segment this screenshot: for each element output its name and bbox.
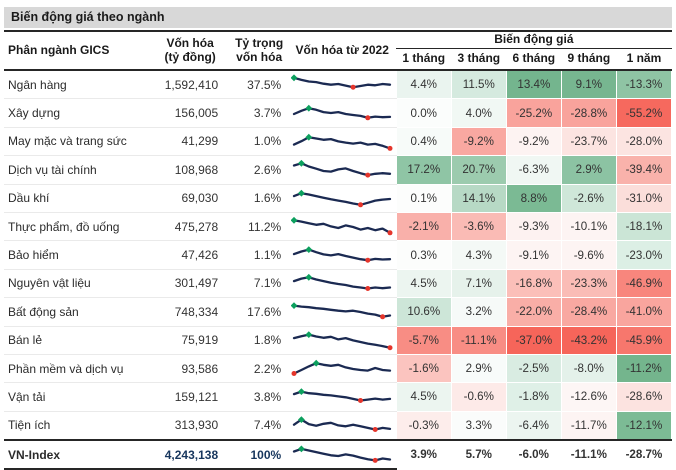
change-cell-period-3: -6.3% — [506, 156, 561, 184]
change-cell-period-3: -9.3% — [506, 212, 561, 240]
change-cell-period-1: 3.9% — [396, 440, 451, 469]
change-cell-period-5: -12.1% — [616, 411, 671, 440]
peak-marker-icon — [313, 360, 320, 367]
change-cell-period-3: -6.4% — [506, 411, 561, 440]
trough-marker-icon — [387, 230, 392, 235]
peak-marker-icon — [291, 303, 297, 310]
peak-marker-icon — [298, 446, 305, 453]
sparkline-chart — [291, 444, 393, 466]
sparkline-chart — [291, 103, 393, 125]
sector-name: Thực phẩm, đồ uống — [4, 212, 150, 240]
sector-name: VN-Index — [4, 440, 150, 469]
change-cell-period-4: -11.7% — [561, 411, 616, 440]
weight-value: 100% — [230, 440, 288, 469]
change-cell-period-3: -22.0% — [506, 298, 561, 326]
weight-value: 1.1% — [230, 241, 288, 269]
trough-marker-icon — [380, 315, 385, 320]
change-cell-period-1: 10.6% — [396, 298, 451, 326]
sparkline-chart — [291, 74, 393, 96]
change-cell-period-5: -45.9% — [616, 326, 671, 354]
weight-value: 1.6% — [230, 184, 288, 212]
change-cell-period-1: 4.5% — [396, 383, 451, 411]
sparkline-cell — [288, 212, 396, 240]
change-cell-period-3: -2.5% — [506, 354, 561, 382]
change-cell-period-2: 14.1% — [451, 184, 506, 212]
sector-name: Vận tải — [4, 383, 150, 411]
col-header-price-change-group: Biến động giá — [396, 31, 671, 49]
peak-marker-icon — [291, 217, 297, 224]
change-cell-period-4: 2.9% — [561, 156, 616, 184]
change-cell-period-5: -39.4% — [616, 156, 671, 184]
mktcap-value: 475,278 — [150, 212, 230, 240]
sparkline-chart — [291, 301, 393, 323]
sparkline-chart — [291, 131, 393, 153]
sparkline-cell — [288, 269, 396, 297]
trough-marker-icon — [291, 371, 296, 376]
change-cell-period-1: 0.4% — [396, 127, 451, 155]
mktcap-value: 41,299 — [150, 127, 230, 155]
sparkline-chart — [291, 330, 393, 352]
change-cell-period-1: 0.0% — [396, 99, 451, 127]
sparkline-chart — [291, 188, 393, 210]
sparkline-chart — [291, 273, 393, 295]
change-cell-period-5: -31.0% — [616, 184, 671, 212]
sector-name: Dịch vụ tài chính — [4, 156, 150, 184]
table-row-vnindex — [4, 440, 672, 469]
sparkline-cell — [288, 99, 396, 127]
table-row — [4, 326, 672, 354]
change-cell-period-1: -2.1% — [396, 212, 451, 240]
col-header-weight — [230, 31, 288, 70]
trough-marker-icon — [373, 458, 378, 463]
change-cell-period-2: 7.1% — [451, 269, 506, 297]
trough-marker-icon — [365, 173, 370, 178]
peak-marker-icon — [298, 190, 305, 197]
change-cell-period-4: -9.6% — [561, 241, 616, 269]
change-cell-period-5: -46.9% — [616, 269, 671, 297]
sparkline-cell — [288, 127, 396, 155]
table-row — [4, 156, 672, 184]
change-cell-period-4: -8.0% — [561, 354, 616, 382]
mktcap-value: 301,497 — [150, 269, 230, 297]
mktcap-value: 4,243,138 — [150, 440, 230, 469]
sector-name: Bán lẻ — [4, 326, 150, 354]
sparkline-cell — [288, 241, 396, 269]
col-header-weight-line2: vốn hóa — [236, 49, 283, 64]
change-cell-period-5: -28.6% — [616, 383, 671, 411]
sparkline-cell — [288, 298, 396, 326]
table-row — [4, 241, 672, 269]
change-cell-period-3: -16.8% — [506, 269, 561, 297]
change-cell-period-1: 4.4% — [396, 70, 451, 99]
table-row — [4, 269, 672, 297]
col-header-mktcap-line1: Vốn hóa — [166, 36, 214, 51]
change-cell-period-1: -0.3% — [396, 411, 451, 440]
change-cell-period-5: -11.2% — [616, 354, 671, 382]
change-cell-period-3: -9.2% — [506, 127, 561, 155]
change-cell-period-1: 4.5% — [396, 269, 451, 297]
table-row — [4, 411, 672, 440]
change-cell-period-2: 3.3% — [451, 411, 506, 440]
weight-value: 2.2% — [230, 354, 288, 382]
sector-name: Xây dựng — [4, 99, 150, 127]
table-header — [4, 31, 672, 70]
change-cell-period-3: -6.0% — [506, 440, 561, 469]
change-cell-period-1: 0.1% — [396, 184, 451, 212]
mktcap-value: 69,030 — [150, 184, 230, 212]
trough-marker-icon — [351, 85, 356, 90]
change-cell-period-2: 5.7% — [451, 440, 506, 469]
sector-name: May mặc và trang sức — [4, 127, 150, 155]
col-header-sparkline: Vốn hóa từ 2022 — [288, 31, 396, 70]
sector-name: Dầu khí — [4, 184, 150, 212]
weight-value: 2.6% — [230, 156, 288, 184]
col-header-period-2: 3 tháng — [451, 49, 506, 71]
weight-value: 7.4% — [230, 411, 288, 440]
sparkline-chart — [291, 358, 393, 380]
change-cell-period-1: 17.2% — [396, 156, 451, 184]
table-row — [4, 298, 672, 326]
table-body — [4, 70, 672, 440]
peak-marker-icon — [305, 274, 312, 281]
sector-name: Tiện ích — [4, 411, 150, 440]
change-cell-period-2: -11.1% — [451, 326, 506, 354]
mktcap-value: 156,005 — [150, 99, 230, 127]
weight-value: 17.6% — [230, 298, 288, 326]
col-header-period-5: 1 năm — [616, 49, 671, 71]
change-cell-period-4: -12.6% — [561, 383, 616, 411]
trough-marker-icon — [358, 398, 363, 403]
table-row — [4, 127, 672, 155]
trough-marker-icon — [365, 115, 370, 120]
sector-price-change-table — [4, 30, 672, 470]
col-header-period-3: 6 tháng — [506, 49, 561, 71]
section-title-bar — [4, 7, 672, 28]
change-cell-period-3: -37.0% — [506, 326, 561, 354]
mktcap-value: 75,919 — [150, 326, 230, 354]
change-cell-period-5: -41.0% — [616, 298, 671, 326]
weight-value: 1.8% — [230, 326, 288, 354]
mktcap-value: 108,968 — [150, 156, 230, 184]
table-footer — [4, 440, 672, 469]
weight-value: 3.8% — [230, 383, 288, 411]
table-row — [4, 354, 672, 382]
change-cell-period-3: -25.2% — [506, 99, 561, 127]
change-cell-period-4: -11.1% — [561, 440, 616, 469]
col-header-period-4: 9 tháng — [561, 49, 616, 71]
change-cell-period-4: 9.1% — [561, 70, 616, 99]
change-cell-period-5: -23.0% — [616, 241, 671, 269]
table-row — [4, 212, 672, 240]
change-cell-period-2: -0.6% — [451, 383, 506, 411]
change-cell-period-3: 13.4% — [506, 70, 561, 99]
table-row — [4, 184, 672, 212]
change-cell-period-3: -9.1% — [506, 241, 561, 269]
col-header-period-1: 1 tháng — [396, 49, 451, 71]
weight-value: 1.0% — [230, 127, 288, 155]
change-cell-period-2: 20.7% — [451, 156, 506, 184]
change-cell-period-4: -43.2% — [561, 326, 616, 354]
sparkline-cell — [288, 383, 396, 411]
mktcap-value: 159,121 — [150, 383, 230, 411]
change-cell-period-1: 0.3% — [396, 241, 451, 269]
change-cell-period-5: -13.3% — [616, 70, 671, 99]
col-header-mktcap-line2: (tỷ đồng) — [164, 49, 216, 64]
sector-name: Nguyên vật liệu — [4, 269, 150, 297]
sparkline-cell — [288, 411, 396, 440]
sparkline-chart — [291, 386, 393, 408]
section-title: Biến động giá theo ngành — [11, 10, 165, 24]
trough-marker-icon — [387, 345, 392, 350]
change-cell-period-1: -1.6% — [396, 354, 451, 382]
table-row — [4, 383, 672, 411]
mktcap-value: 1,592,410 — [150, 70, 230, 99]
change-cell-period-3: -1.8% — [506, 383, 561, 411]
sector-name: Ngân hàng — [4, 70, 150, 99]
change-cell-period-2: 3.2% — [451, 298, 506, 326]
peak-marker-icon — [305, 246, 312, 253]
change-cell-period-5: -28.0% — [616, 127, 671, 155]
col-header-weight-line1: Tỷ trọng — [235, 36, 284, 51]
change-cell-period-2: 4.0% — [451, 99, 506, 127]
peak-marker-icon — [305, 104, 312, 111]
change-cell-period-5: -18.1% — [616, 212, 671, 240]
sparkline-chart — [291, 159, 393, 181]
table-row — [4, 70, 672, 99]
table-row — [4, 99, 672, 127]
trough-marker-icon — [373, 427, 378, 432]
trough-marker-icon — [387, 146, 392, 151]
change-cell-period-2: 4.3% — [451, 241, 506, 269]
sparkline-cell — [288, 70, 396, 99]
sector-name: Bất động sản — [4, 298, 150, 326]
change-cell-period-2: 11.5% — [451, 70, 506, 99]
sparkline-chart — [291, 216, 393, 238]
col-header-mktcap — [150, 31, 230, 70]
change-cell-period-4: -10.1% — [561, 212, 616, 240]
change-cell-period-4: -23.7% — [561, 127, 616, 155]
change-cell-period-1: -5.7% — [396, 326, 451, 354]
sparkline-cell — [288, 354, 396, 382]
change-cell-period-2: 2.9% — [451, 354, 506, 382]
col-header-sector: Phân ngành GICS — [4, 31, 150, 70]
mktcap-value: 748,334 — [150, 298, 230, 326]
sector-name: Bảo hiểm — [4, 241, 150, 269]
change-cell-period-2: -3.6% — [451, 212, 506, 240]
change-cell-period-3: 8.8% — [506, 184, 561, 212]
change-cell-period-4: -28.8% — [561, 99, 616, 127]
peak-marker-icon — [298, 389, 305, 396]
sparkline-cell — [288, 156, 396, 184]
trough-marker-icon — [365, 286, 370, 291]
change-cell-period-5: -55.2% — [616, 99, 671, 127]
sparkline-cell — [288, 326, 396, 354]
change-cell-period-2: -9.2% — [451, 127, 506, 155]
trough-marker-icon — [358, 202, 363, 207]
change-cell-period-5: -28.7% — [616, 440, 671, 469]
peak-marker-icon — [305, 331, 312, 338]
sparkline-cell — [288, 184, 396, 212]
change-cell-period-4: -2.6% — [561, 184, 616, 212]
peak-marker-icon — [291, 75, 297, 82]
mktcap-value: 313,930 — [150, 411, 230, 440]
mktcap-value: 47,426 — [150, 241, 230, 269]
sparkline-chart — [291, 245, 393, 267]
sector-name: Phần mềm và dịch vụ — [4, 354, 150, 382]
peak-marker-icon — [298, 160, 305, 167]
weight-value: 37.5% — [230, 70, 288, 99]
sparkline-chart — [291, 415, 393, 437]
weight-value: 11.2% — [230, 212, 288, 240]
sparkline-cell — [288, 440, 396, 469]
trough-marker-icon — [365, 257, 370, 262]
change-cell-period-4: -23.3% — [561, 269, 616, 297]
change-cell-period-4: -28.4% — [561, 298, 616, 326]
mktcap-value: 93,586 — [150, 354, 230, 382]
weight-value: 3.7% — [230, 99, 288, 127]
weight-value: 7.1% — [230, 269, 288, 297]
